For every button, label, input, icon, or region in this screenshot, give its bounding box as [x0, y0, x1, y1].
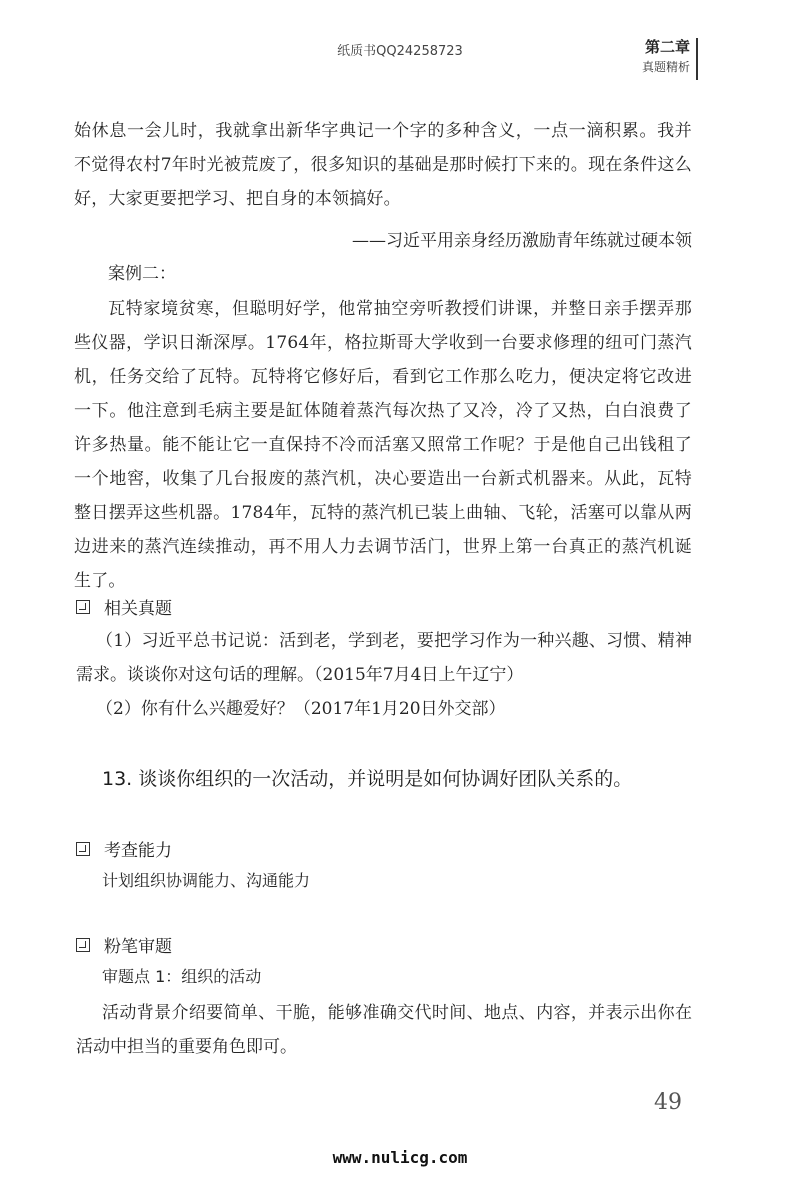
paragraph-1: 始休息一会儿时，我就拿出新华字典记一个字的多种含义，一点一滴积累。我并不觉得农村7年时光被荒废了，很多知识的基础是那时候打下来的。现在条件这么好，大家更要把学习、把自身的本领搞好。 — [74, 121, 692, 209]
review-paragraph: 活动背景介绍要简单、干脆，能够准确交代时间、地点、内容，并表示出你在活动中担当的重要角色即可。 — [76, 1003, 692, 1057]
related-question-1: （1）习近平总书记说：活到老，学到老，要把学习作为一种兴趣、习惯、精神需求。谈谈你对这句话的理解。（2015年7月4日上午辽宁） — [76, 631, 692, 685]
related-heading-text: 相关真题 — [104, 599, 172, 619]
question-13-title: 13. 谈谈你组织的一次活动，并说明是如何协调好团队关系的。 — [102, 768, 633, 790]
page-number: 49 — [654, 1090, 682, 1115]
ability-text: 计划组织协调能力、沟通能力 — [102, 871, 311, 890]
chapter-header — [642, 36, 690, 76]
footer-url: www.nulicg.com — [332, 1148, 468, 1167]
ability-heading-text: 考查能力 — [104, 841, 172, 861]
review-heading-text: 粉笔审题 — [104, 937, 172, 957]
chapter-title: 第二章 — [644, 38, 690, 56]
ability-heading — [76, 836, 172, 861]
chapter-subtitle: 真题精析 — [641, 60, 690, 74]
header-watermark: 纸质书QQ24258723 — [337, 44, 463, 59]
review-heading — [76, 932, 172, 957]
notebook-icon — [76, 938, 90, 952]
quote-source: ——习近平用亲身经历激励青年练就过硬本领 — [352, 231, 692, 251]
related-questions-heading — [76, 594, 172, 619]
checkbox-icon — [76, 842, 90, 856]
document-icon — [76, 600, 90, 614]
review-point-1: 审题点 1：组织的活动 — [102, 967, 262, 986]
header-divider — [696, 38, 698, 80]
case-label: 案例二： — [108, 264, 176, 284]
paragraph-2: 瓦特家境贫寒，但聪明好学，他常抽空旁听教授们讲课，并整日亲手摆弄那些仪器，学识日渐深厚。1764年，格拉斯哥大学收到一台要求修理的纽可门蒸汽机，任务交给了瓦特。瓦特将它修好后，看到它工作那么吃力，便决定将它改进一下。他注意到毛病主要是缸体随着蒸汽每次热了又冷，冷了又热，白白浪费了许多热量。能不能让它一直保持不冷而活塞又照常工作呢？于是他自己出钱租了一个地窖，收集了几台报废的蒸汽机，决心要造出一台新式机器来。从此，瓦特整日摆弄这些机器。1784年，瓦特的蒸汽机已装上曲轴、飞轮，活塞可以靠从两边进来的蒸汽连续推动，再不用人力去调节活门，世界上第一台真正的蒸汽机诞生了。 — [74, 299, 692, 591]
related-question-2: （2）你有什么兴趣爱好？（2017年1月20日外交部） — [96, 699, 506, 719]
